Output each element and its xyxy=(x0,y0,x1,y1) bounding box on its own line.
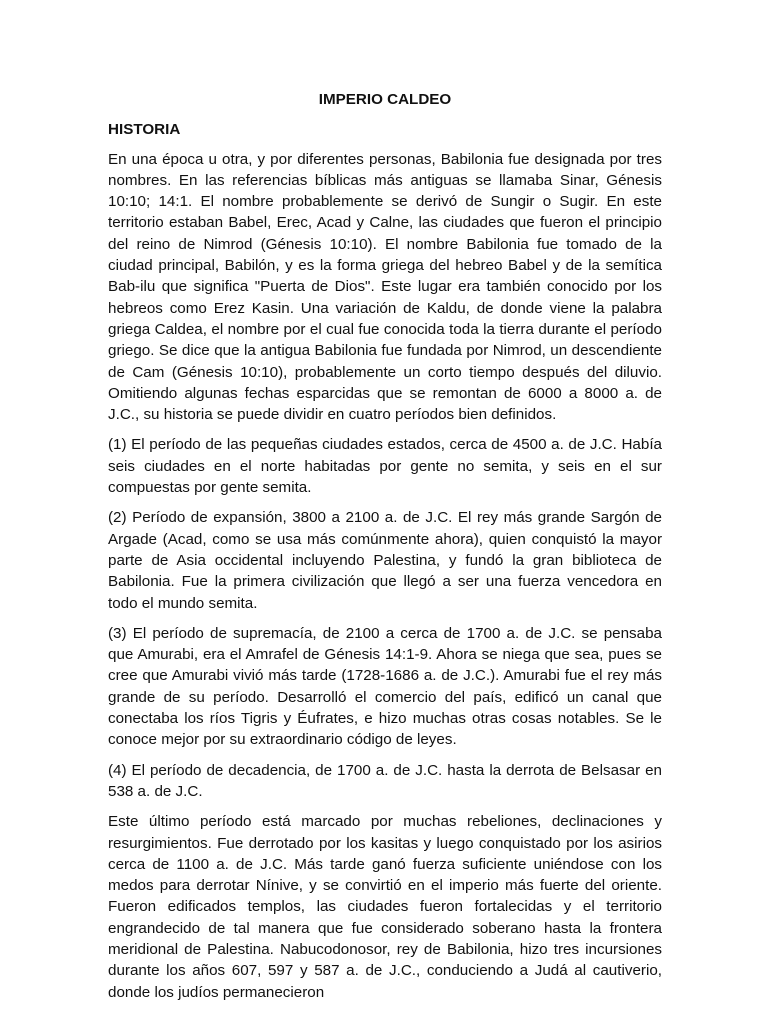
paragraph-last-period: Este último período está marcado por muchas rebeliones, declinaciones y resurgimientos. Fue derrotado por los kasitas y luego conquistado por los asirios cerca de 1100 a. de J.C. Más tarde ganó fuerza suficiente uniéndose con los medos para derrotar Nínive, y se convirtió en el imperio más fuerte del oriente. Fueron edificados templos, las ciudades fueron fortalecidas y el territorio engrandecido de tal manera que fue considerado soberano hasta la frontera meridional de Palestina. Nabucodonosor, rey de Babilonia, hizo tres incursiones durante los años 607, 597 y 587 a. de J.C., conduciendo a Judá al cautiverio, donde los judíos permanecieron xyxy=(108,813,662,1001)
paragraph-period-1: (1) El período de las pequeñas ciudades estados, cerca de 4500 a. de J.C. Había seis ciudades en el norte habitadas por gente no semita, y seis en el sur compuestas por gente semita. xyxy=(108,436,662,497)
paragraph-period-4: (4) El período de decadencia, de 1700 a. de J.C. hasta la derrota de Belsasar en 538 a. de J.C. xyxy=(108,761,662,800)
paragraph-period-2: (2) Período de expansión, 3800 a 2100 a. de J.C. El rey más grande Sargón de Argade (Acad, como se usa más comúnmente ahora), quien conquistó la mayor parte de Asia occidental incluyendo Palestina, y fundó la gran biblioteca de Babilonia. Fue la primera civilización que llegó a ser una fuerza vencedora en todo el mundo semita. xyxy=(108,509,662,612)
section-heading-historia: HISTORIA xyxy=(108,121,181,139)
paragraph-period-3: (3) El período de supremacía, de 2100 a cerca de 1700 a. de J.C. se pensaba que Amurabi, era el Amrafel de Génesis 14:1-9. Ahora se niega que sea, pues se cree que Amurabi vivió más tarde (1728-1686 a. de J.C.). Amurabi fue el rey más grande de su período. Desarrolló el comercio del país, edificó un canal que conectaba los ríos Tigris y Éufrates, e hizo muchas otras cosas notables. Se le conoce mejor por su extraordinario código de leyes. xyxy=(108,624,662,749)
document-title: IMPERIO CALDEO xyxy=(318,91,452,108)
paragraph-intro: En una época u otra, y por diferentes personas, Babilonia fue designada por tres nombres. En las referencias bíblicas más antiguas se llamaba Sinar, Génesis 10:10; 14:1. El nombre probablemente se derivó de Sungir o Sugir. En este territorio estaban Babel, Erec, Acad y Calne, las ciudades que fueron el principio del reino de Nimrod (Génesis 10:10). El nombre Babilonia fue tomado de la ciudad principal, Babilón, y es la forma griega del hebreo Babel y de la semítica Bab-ilu que significa "Puerta de Dios". Este lugar era también conocido por los hebreos como Erez Kasin. Una variación de Kaldu, de donde viene la palabra griega Caldea, el nombre por el cual fue conocida toda la tierra durante el período griego. Se dice que la antigua Babilonia fue fundada por Nimrod, un descendiente de Cam (Génesis 10:10), probablemente un corto tiempo después del diluvio. Omitiendo algunas fechas esparcidas que se remontan de 6000 a 8000 a. de J.C., su historia se puede dividir en cuatro períodos bien definidos. xyxy=(108,150,662,424)
document-page xyxy=(108,89,662,1012)
